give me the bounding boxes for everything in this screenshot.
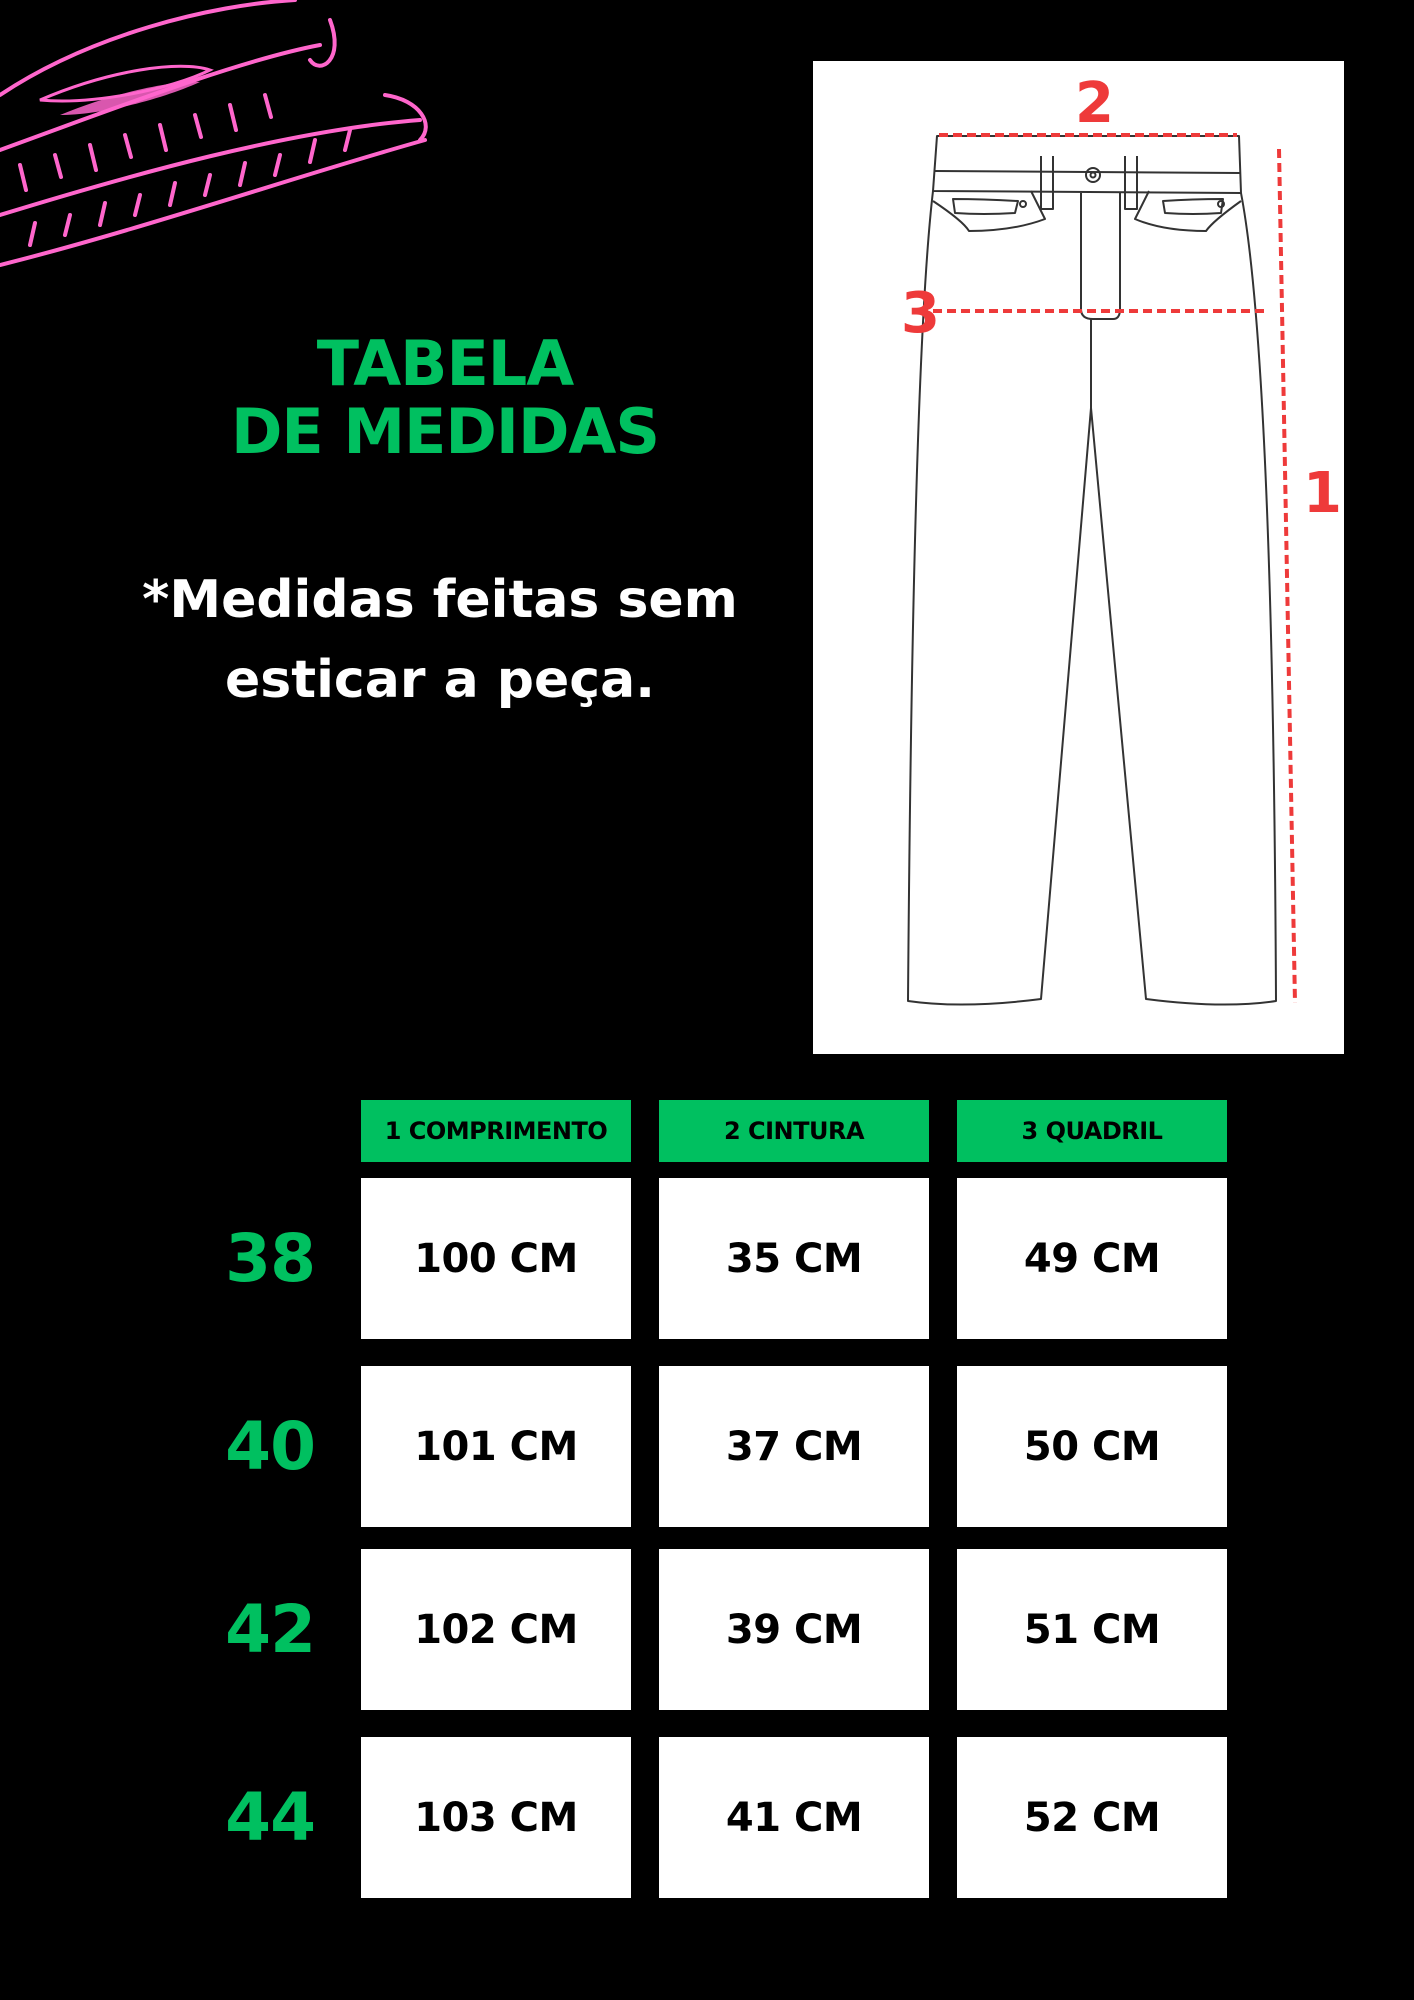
cell-42-cintura: 39 CM	[659, 1549, 929, 1710]
cell-40-comprimento: 101 CM	[361, 1366, 631, 1527]
label-waist: 2	[1075, 71, 1114, 136]
size-label-44: 44	[225, 1779, 315, 1856]
cell-38-quadril: 49 CM	[957, 1178, 1227, 1339]
title-line-2: DE MEDIDAS	[230, 395, 660, 468]
tape-measure-icon	[0, 0, 440, 290]
cell-38-cintura: 35 CM	[659, 1178, 929, 1339]
measurement-note	[110, 560, 770, 720]
cell-44-comprimento: 103 CM	[361, 1737, 631, 1898]
title-line-1: TABELA	[316, 327, 574, 400]
label-length: 1	[1303, 461, 1342, 526]
page-title	[140, 327, 750, 468]
size-label-38: 38	[225, 1220, 315, 1297]
header-comprimento: 1 COMPRIMENTO	[361, 1100, 631, 1162]
cell-38-comprimento: 100 CM	[361, 1178, 631, 1339]
header-quadril: 3 QUADRIL	[957, 1100, 1227, 1162]
jeans-diagram	[813, 61, 1344, 1054]
label-hip: 3	[901, 281, 940, 346]
header-cintura: 2 CINTURA	[659, 1100, 929, 1162]
cell-42-quadril: 51 CM	[957, 1549, 1227, 1710]
note-line-1: *Medidas feitas sem	[142, 570, 738, 630]
cell-42-comprimento: 102 CM	[361, 1549, 631, 1710]
cell-40-quadril: 50 CM	[957, 1366, 1227, 1527]
cell-40-cintura: 37 CM	[659, 1366, 929, 1527]
note-line-2: esticar a peça.	[225, 650, 655, 710]
cell-44-quadril: 52 CM	[957, 1737, 1227, 1898]
size-label-40: 40	[225, 1408, 315, 1485]
jeans-outline-icon	[813, 61, 1344, 1054]
cell-44-cintura: 41 CM	[659, 1737, 929, 1898]
size-label-42: 42	[225, 1591, 315, 1668]
